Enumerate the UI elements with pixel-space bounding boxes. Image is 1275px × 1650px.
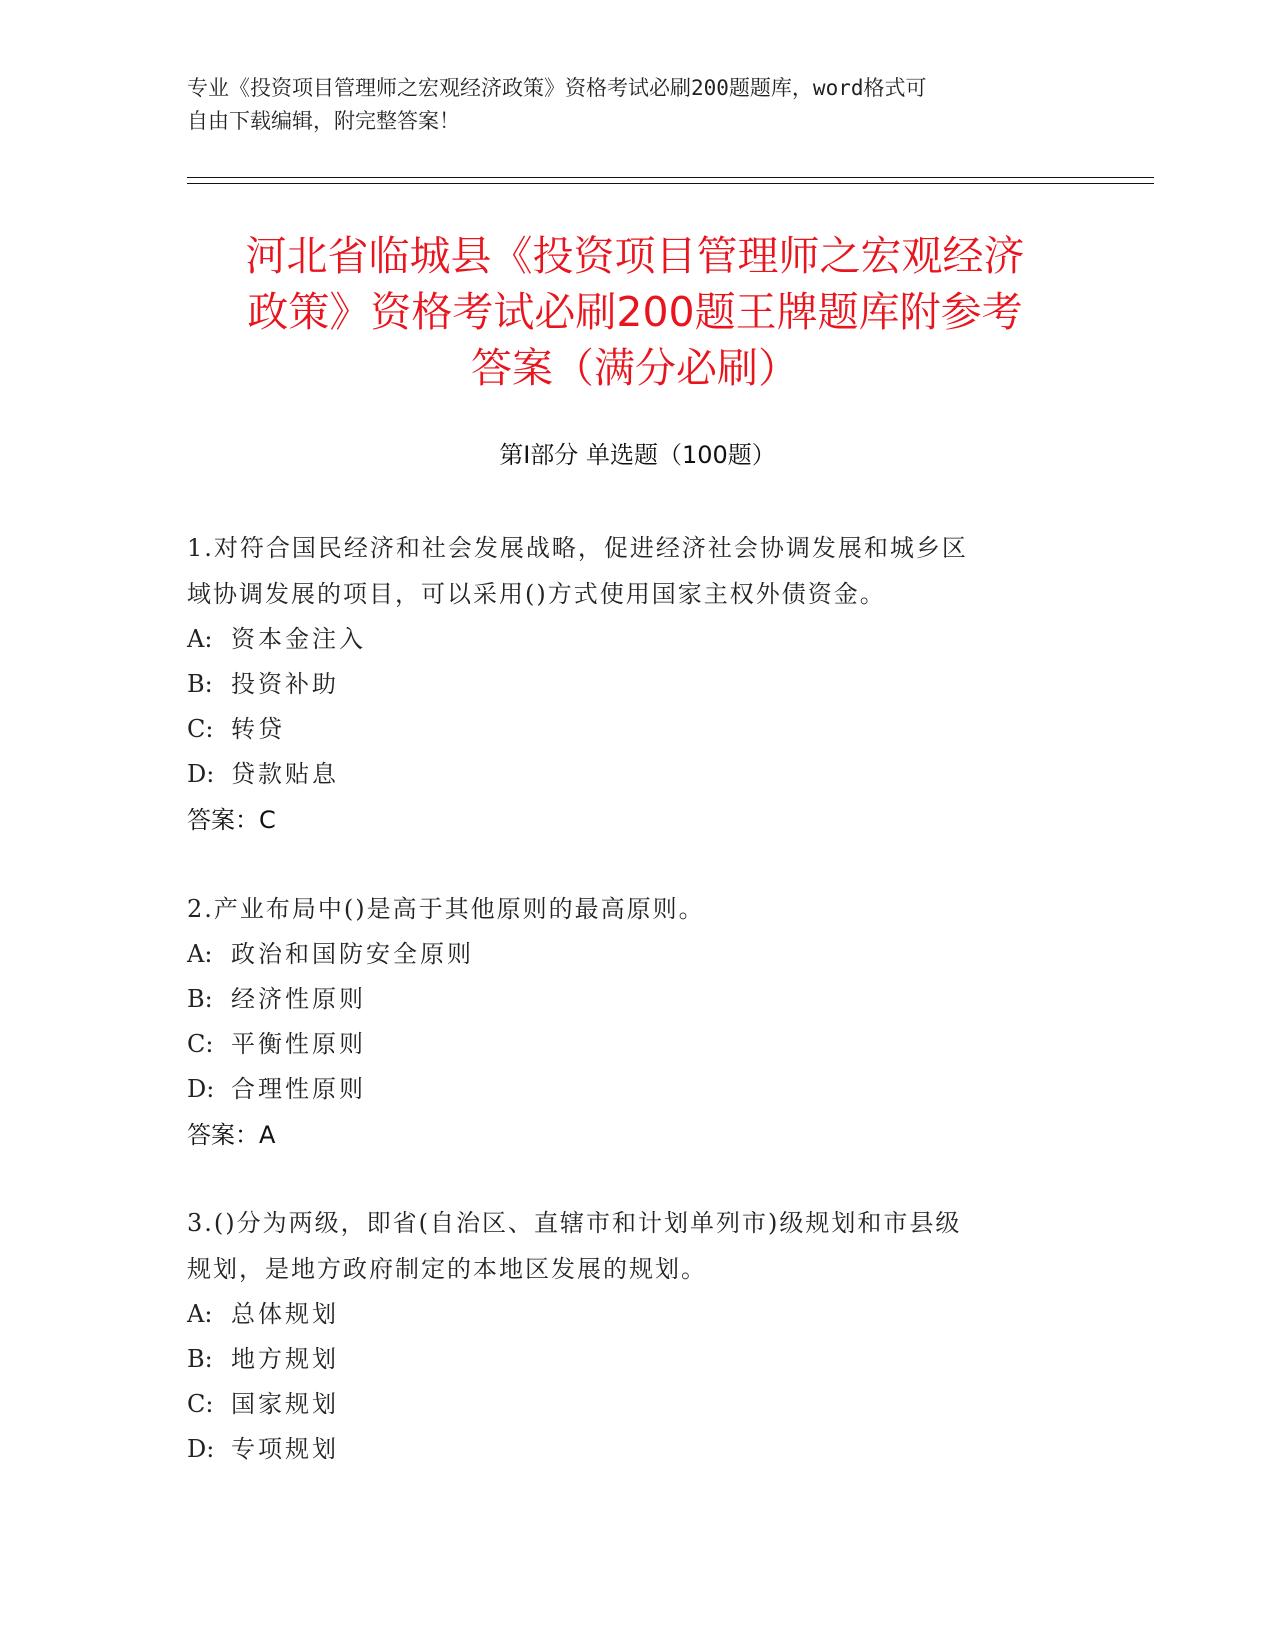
option-text: 国家规划 [231,1390,339,1418]
option-letter: B: [187,985,213,1013]
header-note [187,72,1087,138]
option-text: 合理性原则 [231,1075,366,1103]
option-b [187,977,1067,1022]
question-3 [187,1200,1067,1472]
header-divider [187,183,1154,184]
option-text: 总体规划 [231,1300,339,1328]
option-letter: B: [187,670,213,698]
option-b [187,662,1067,707]
document-title [150,228,1120,396]
option-letter: C: [187,1030,214,1058]
option-a [187,1292,1067,1337]
option-letter: C: [187,715,214,743]
question-stem-line: 1.对符合国民经济和社会发展战略，促进经济社会协调发展和城乡区 [187,534,968,562]
question-stem-line: 3.()分为两级，即省(自治区、直辖市和计划单列市)级规划和市县级 [187,1209,962,1237]
option-a [187,617,1067,662]
question-stem [187,1200,1067,1292]
option-letter: B: [187,1345,213,1373]
answer-line: 答案：A [187,1121,276,1149]
question-stem [187,525,1067,617]
header-note-line: 专业《投资项目管理师之宏观经济政策》资格考试必刷200题题库，word格式可 [187,76,927,100]
question-1 [187,525,1067,843]
option-text: 平衡性原则 [231,1030,366,1058]
question-stem-line: 规划，是地方政府制定的本地区发展的规划。 [187,1255,707,1283]
option-letter: A: [187,940,213,968]
title-line: 政策》资格考试必刷200题王牌题库附参考 [247,288,1023,336]
option-d [187,752,1067,797]
option-a [187,932,1067,977]
question-stem-line: 2.产业布局中()是高于其他原则的最高原则。 [187,895,705,923]
option-text: 转贷 [231,715,285,743]
option-text: 资本金注入 [231,625,366,653]
option-letter: D: [187,760,215,788]
title-line: 河北省临城县《投资项目管理师之宏观经济 [245,232,1025,280]
option-text: 贷款贴息 [231,760,339,788]
option-text: 经济性原则 [231,985,366,1013]
question-stem [187,886,1067,932]
option-text: 政治和国防安全原则 [231,940,474,968]
option-letter: A: [187,1300,213,1328]
option-text: 投资补助 [231,670,339,698]
option-letter: C: [187,1390,214,1418]
header-divider [187,177,1154,178]
section-heading: 第Ⅰ部分 单选题（100题） [499,441,776,469]
option-letter: D: [187,1435,215,1463]
header-note-line: 自由下载编辑，附完整答案！ [187,109,460,133]
option-d [187,1067,1067,1112]
option-letter: D: [187,1075,215,1103]
option-text: 专项规划 [231,1435,339,1463]
option-c [187,707,1067,752]
title-line: 答案（满分必刷） [471,344,799,392]
option-c [187,1382,1067,1427]
option-d [187,1427,1067,1472]
option-letter: A: [187,625,213,653]
option-c [187,1022,1067,1067]
question-stem-line: 域协调发展的项目，可以采用()方式使用国家主权外债资金。 [187,580,886,608]
option-b [187,1337,1067,1382]
option-text: 地方规划 [231,1345,339,1373]
question-2 [187,886,1067,1158]
answer-line: 答案：C [187,806,276,834]
